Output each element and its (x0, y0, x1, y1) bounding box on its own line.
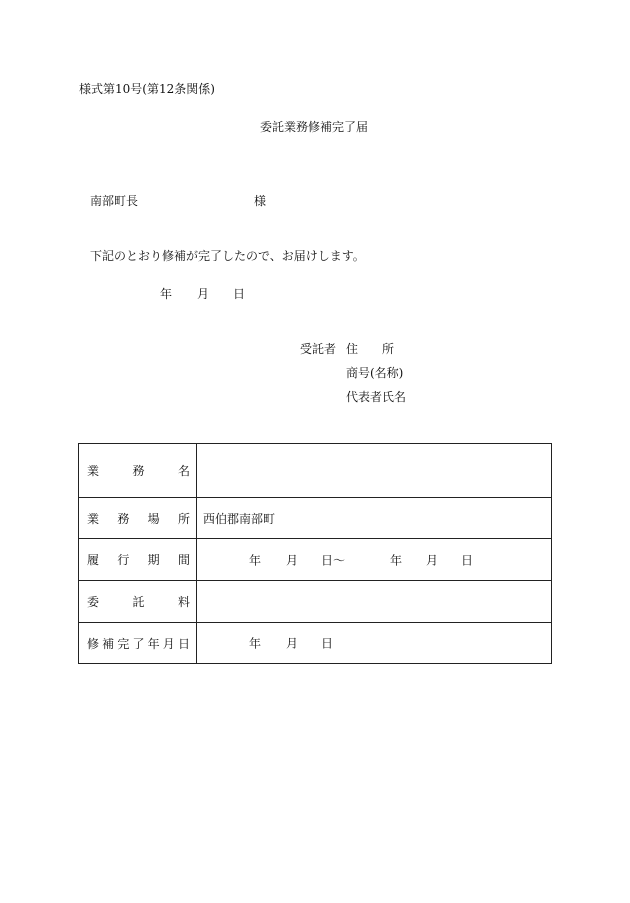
label-char: 場 (147, 511, 160, 526)
row-work-location (79, 497, 551, 538)
period-start-day: 日〜 (321, 553, 346, 567)
row-completion-date (79, 622, 551, 663)
row-period (79, 538, 551, 580)
date-month: 月 (197, 287, 210, 301)
period-end-month: 月 (426, 553, 439, 567)
page-title: 委託業務修補完了届 (260, 120, 369, 134)
period-start-year: 年 (249, 553, 262, 567)
label-char: 業 (87, 464, 100, 478)
addressee-name: 南部町長 (90, 194, 139, 208)
completion-day: 日 (321, 636, 334, 651)
period-label (79, 539, 197, 580)
work-location-value[interactable]: 西伯郡南部町 (203, 511, 276, 526)
label-char: 間 (177, 553, 190, 567)
completion-year: 年 (249, 636, 262, 651)
label-char: 年 (147, 636, 160, 651)
contractor-address-label: 住 所 (346, 342, 395, 356)
label-char: 期 (147, 553, 160, 567)
label-char: 完 (117, 636, 130, 651)
contractor-representative-label: 代表者氏名 (346, 390, 407, 404)
date-year: 年 (160, 287, 173, 301)
label-char: 業 (87, 511, 100, 526)
label-char: 修 (87, 636, 100, 651)
addressee-honorific: 様 (254, 194, 267, 208)
period-value[interactable] (197, 539, 551, 580)
body-text: 下記のとおり修補が完了したので、お届けします。 (90, 249, 365, 263)
contractor-label: 受託者 (300, 342, 337, 356)
form-number: 様式第10号(第12条関係) (79, 82, 215, 96)
label-char: 料 (177, 595, 190, 609)
label-char: 履 (87, 553, 100, 567)
label-char: 所 (177, 511, 190, 526)
label-char: 務 (132, 464, 145, 478)
work-location-label (79, 498, 197, 538)
label-char: 委 (87, 595, 100, 609)
details-table (78, 443, 552, 664)
work-name-label (79, 444, 197, 497)
label-char: 了 (132, 636, 145, 651)
label-char: 月 (162, 636, 175, 651)
date-day: 日 (233, 287, 246, 301)
label-char: 託 (132, 595, 145, 609)
completion-month: 月 (286, 636, 299, 651)
fee-label (79, 581, 197, 622)
period-end-year: 年 (390, 553, 403, 567)
completion-date-label (79, 623, 197, 663)
label-char: 日 (177, 636, 190, 651)
period-start-month: 月 (286, 553, 299, 567)
work-name-value[interactable] (197, 444, 551, 497)
label-char: 行 (117, 553, 130, 567)
period-end-day: 日 (461, 553, 474, 567)
contractor-trade-name-label: 商号(名称) (346, 366, 404, 380)
completion-date-value[interactable] (197, 623, 551, 663)
fee-value[interactable] (197, 581, 551, 622)
row-fee (79, 580, 551, 622)
label-char: 務 (117, 511, 130, 526)
row-work-name (79, 444, 551, 497)
label-char: 補 (102, 636, 115, 651)
label-char: 名 (177, 464, 190, 478)
